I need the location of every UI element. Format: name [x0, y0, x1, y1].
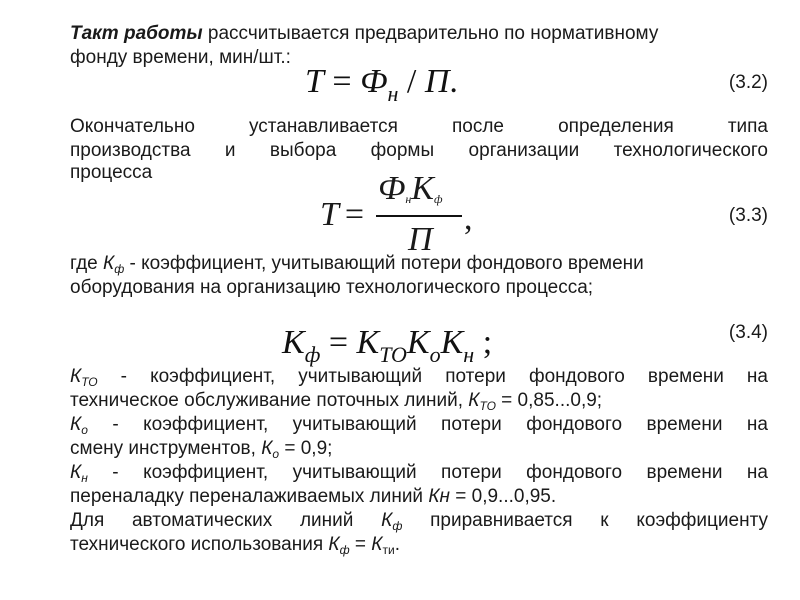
formula-3-2 — [305, 63, 458, 106]
eq-number-3-4: (3.4) — [728, 322, 768, 343]
f33-den: П — [408, 221, 433, 258]
kn-line2 — [70, 485, 768, 509]
takt-term: Такт работы — [70, 23, 203, 44]
eq-number-3-2: (3.2) — [728, 72, 768, 93]
f34-semi: ; — [474, 324, 493, 361]
kto-line2-a: техническое обслуживание поточных линий, — [70, 390, 469, 411]
f32-dot: . — [449, 63, 458, 100]
kn-line1 — [70, 461, 768, 485]
f33-numerator — [378, 170, 443, 208]
kto-line2-k: К — [468, 390, 480, 411]
p2-line2-text: производства и выбора формы организации технологического — [70, 140, 768, 161]
p1-line2-text: фонду времени, мин/шт.: — [70, 47, 291, 68]
f33-fraction-bar — [376, 215, 462, 217]
eq-number-3-3: (3.3) — [728, 205, 768, 226]
kn-k-sub: н — [81, 471, 88, 485]
kn-k: К — [70, 462, 82, 483]
auto-line2-k2: К — [371, 534, 383, 555]
p3-k-sub: ф — [114, 262, 125, 276]
f33-num-phi-sub: н — [405, 192, 412, 206]
kto-k: К — [70, 366, 82, 387]
auto-line2-eq: = — [349, 534, 372, 555]
p2-line1-text: Окончательно устанавливается после определения типа — [70, 116, 768, 137]
f33-num-k: K — [411, 170, 434, 207]
auto-line2-k: К — [328, 534, 340, 555]
ko-line2-a: смену инструментов, — [70, 438, 262, 459]
f34-k4-sub: н — [463, 342, 475, 367]
auto-line2 — [70, 533, 768, 557]
p3-line1-text: - коэффициент, учитывающий потери фондового времени — [124, 253, 644, 274]
kto-line2 — [70, 389, 768, 413]
ko-line1 — [70, 413, 768, 437]
f32-lhs: T — [305, 63, 324, 100]
kn-line2-k: Кн — [428, 486, 450, 507]
ko-line1-text: - коэффициент, учитывающий потери фондового времени на — [87, 414, 768, 435]
f34-k2: K — [356, 324, 380, 361]
auto-line2-k-sub: ф — [339, 543, 350, 557]
f33-lhs: T — [320, 196, 339, 233]
f32-slash: / — [398, 63, 425, 100]
p3-k: К — [103, 253, 115, 274]
f32-phi: Ф — [360, 63, 388, 100]
p3-line2 — [70, 276, 768, 300]
kn-line2-a: переналадку переналаживаемых линий — [70, 486, 429, 507]
p3-line2-text: оборудования на организацию технологического процесса; — [70, 277, 594, 298]
ko-line2-b: = 0,9; — [279, 438, 333, 459]
f33-eq: = — [344, 196, 365, 233]
kn-line2-b: = 0,9...0,95. — [449, 486, 557, 507]
ko-line2-k-sub: о — [272, 447, 280, 461]
f34-k1-sub: ф — [304, 342, 321, 367]
ko-line2 — [70, 437, 768, 461]
f33-comma: , — [464, 200, 473, 237]
f34-k1: K — [282, 324, 305, 361]
f33-lhs-group — [320, 196, 364, 234]
f32-p: П — [424, 63, 450, 100]
ko-k-sub: о — [81, 423, 88, 437]
f32-phi-sub: н — [387, 81, 399, 106]
kto-k-sub: ТО — [81, 375, 98, 389]
kto-line2-b: = 0,85...0,9; — [495, 390, 603, 411]
p2-line2 — [70, 139, 768, 163]
f33-comma-wrap — [464, 200, 473, 238]
f33-num-phi: Ф — [378, 170, 406, 207]
p1-line1-text: рассчитывается предварительно по нормативному — [202, 23, 659, 44]
f33-num-k-sub: ф — [433, 192, 443, 206]
ko-line2-k: К — [261, 438, 273, 459]
f34-eq: = — [320, 324, 357, 361]
f34-k3-sub: o — [429, 342, 441, 367]
p3-line1 — [70, 252, 768, 276]
auto-line1-k: К — [381, 510, 393, 531]
p1-line1 — [70, 22, 768, 46]
auto-line1-k-sub: ф — [392, 519, 403, 533]
p2-line1 — [70, 115, 768, 139]
formula-3-4 — [282, 324, 493, 367]
ko-k: К — [70, 414, 82, 435]
kto-line1 — [70, 365, 768, 389]
kto-line2-k-sub: ТО — [479, 399, 496, 413]
kn-line1-text: - коэффициент, учитывающий потери фондового времени на — [87, 462, 768, 483]
f34-k3: K — [406, 324, 430, 361]
auto-line2-end: . — [394, 534, 400, 555]
f32-eq: = — [323, 63, 361, 100]
auto-line1-b: приравнивается к коэффициенту — [402, 510, 769, 531]
auto-line1 — [70, 509, 768, 533]
p3-prefix: где — [70, 253, 104, 274]
f34-k2-sub: TO — [379, 342, 407, 367]
kto-line1-text: - коэффициент, учитывающий потери фондового времени на — [97, 366, 768, 387]
auto-line2-k2-sub: ти — [382, 543, 395, 557]
auto-line2-a: технического использования — [70, 534, 329, 555]
f34-k4: K — [440, 324, 464, 361]
p2-line3-text: процесса — [70, 162, 153, 183]
auto-line1-a: Для автоматических линий — [70, 510, 382, 531]
